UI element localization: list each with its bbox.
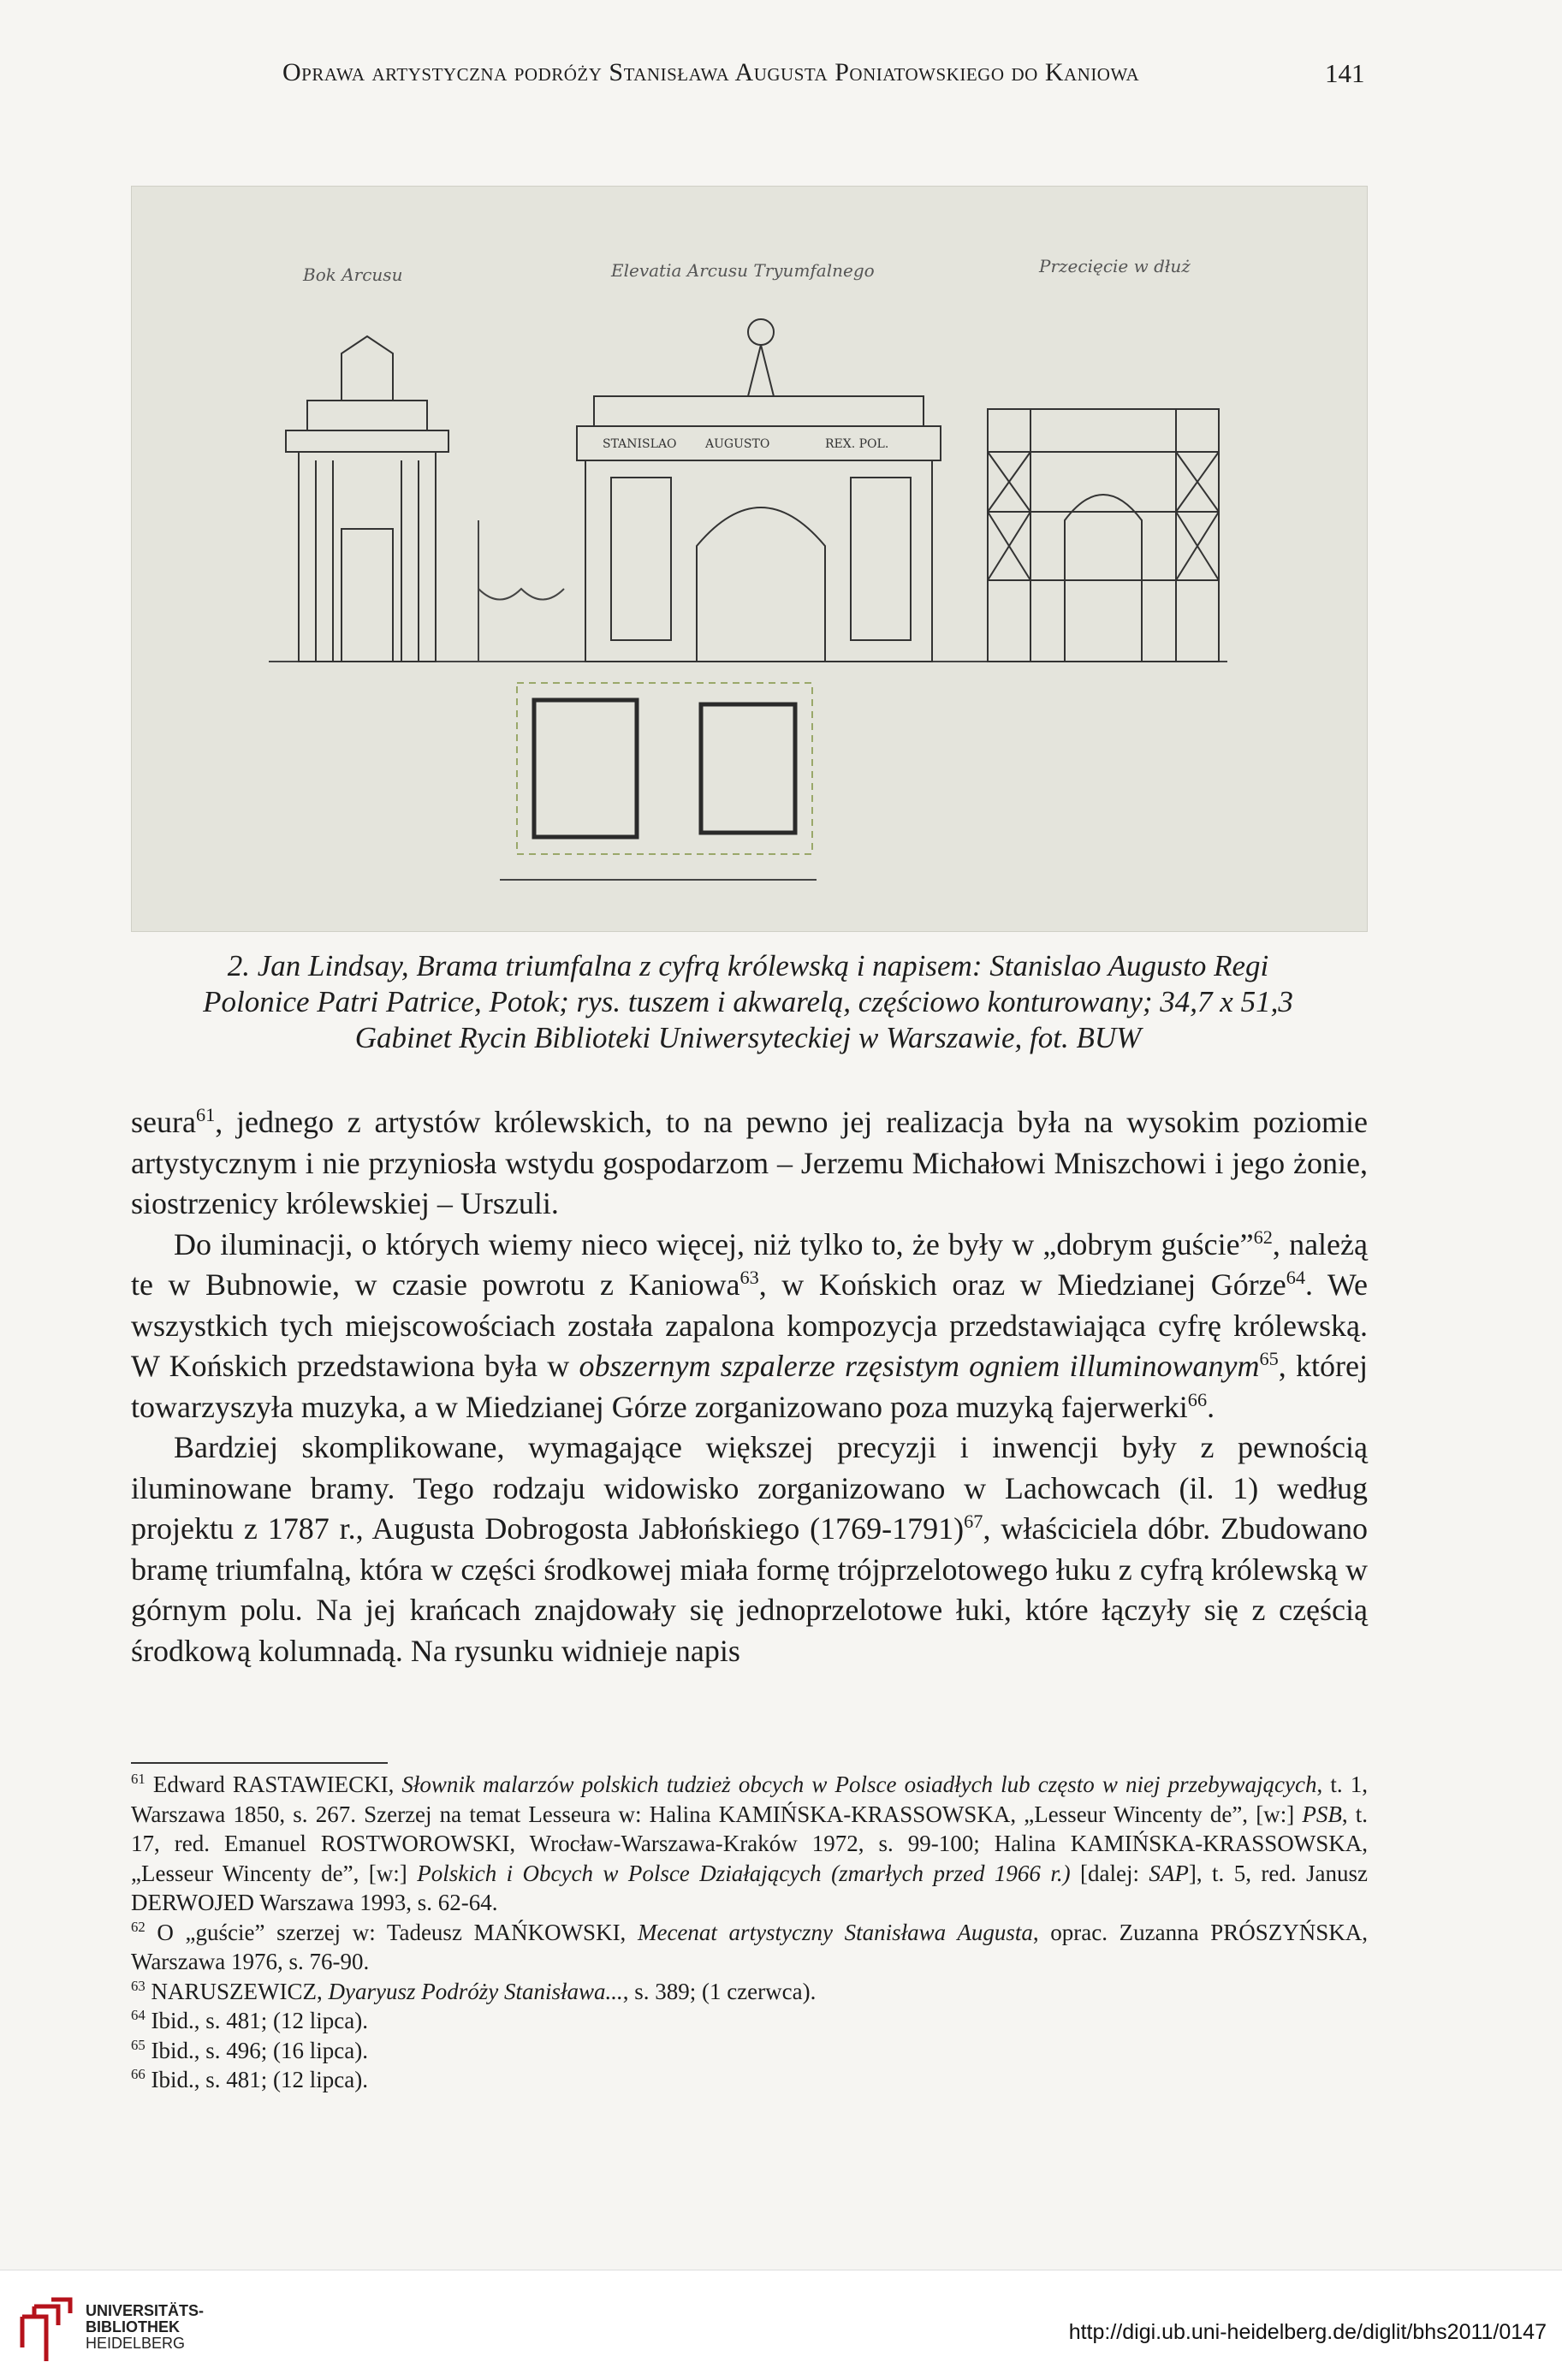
library-logo-icon — [17, 2296, 74, 2365]
arch-inscription-1: STANISLAO — [603, 437, 677, 451]
footnote-ref: 64 — [1286, 1267, 1306, 1288]
inscription-side: Bok Arcusu — [303, 264, 403, 285]
footer — [0, 2270, 1562, 2380]
side-view — [286, 336, 448, 662]
arch-inscription-2: AUGUSTO — [705, 437, 770, 451]
figure-architectural-drawing — [131, 186, 1368, 932]
page-number: 141 — [1325, 58, 1365, 88]
paragraph: Do iluminacji, o których wiemy nieco więcej, niż tylko to, że były w „dobrym guście”$^{62}$, należą te w Bubnowie, w czasie powrotu z Kaniowa$^{63}$, w Końskich oraz w Miedzianej Górze$^{64}$. We wszystkich tych miejscowościach została zapalona kompozycja przedstawiająca cyfrę królewską. W Końskich przedstawiona była w obszernym szpalerze rzęsistym ogniem illuminowanym$^{65}$, której towarzyszyła muzyka, a w Miedzianej Górze zorganizowano poza muzyką fajerwerki$^{66}$. — [131, 1226, 1368, 1424]
running-head: Oprawa artystyczna podróży Stanisława Augusta Poniatowskiego do Kaniowa — [282, 58, 1140, 86]
section-view — [988, 409, 1219, 662]
source-url[interactable]: http://digi.ub.uni-heidelberg.de/diglit/bhs2011/0147 — [1068, 2320, 1547, 2344]
footnote: $^{66}$ Ibid., s. 481; (12 lipca). — [131, 2066, 368, 2092]
figure-caption — [128, 948, 1368, 1056]
footnote: $^{61}$ Edward RASTAWIECKI, Słownik malarzów polskich tudzież obcych w Polsce osiadłych lub często w niej przebywających, t. 1, Warszawa 1850, s. 267. Szerzej na temat Lesseura w: Halina KAMIŃSKA-KRASSOWSKA, „Lesseur Wincenty de”, [w:] PSB, t. 17, red. Emanuel ROSTWOROWSKI, Wrocław-Warszawa-Kraków 1972, s. 99-100; Halina KAMIŃSKA-KRASSOWSKA, „Lesseur Wincenty de”, [w:] Polskich i Obcych w Polsce Działających (zmarłych przed 1966 r.) [dalej: SAP], t. 5, red. Janusz DERWOJED Warszawa 1993, s. 62-64. — [131, 1771, 1369, 1915]
footnote-ref: 63 — [739, 1267, 759, 1288]
inscription-elevation: Elevatia Arcusu Tryumfalnego — [611, 260, 875, 281]
body-text — [131, 1102, 1368, 1671]
plan-view — [534, 700, 795, 837]
caption-line: Polonice Patri Patrice, Potok; rys. tuszem i akwarelą, częściowo konturowany; 34,7 x 51,3 — [203, 985, 1293, 1018]
inscription-section: Przecięcie w dłuż — [1039, 256, 1191, 276]
footnote: $^{62}$ O „guście” szerzej w: Tadeusz MAŃKOWSKI, Mecenat artystyczny Stanisława Augusta, oprac. Zuzanna PRÓSZYŃSKA, Warszawa 1976, s. 76-90. — [131, 1918, 1368, 1974]
footnote: $^{63}$ NARUSZEWICZ, Dyaryusz Podróży Stanisława..., s. 389; (1 czerwca). — [131, 1977, 817, 2004]
footnote-ref: 67 — [964, 1510, 983, 1532]
footnote-rule — [131, 1762, 388, 1764]
library-name: UNIVERSITÄTS- BIBLIOTHEK HEIDELBERG — [86, 2302, 205, 2352]
drawing-svg — [132, 187, 1367, 931]
footnote-ref: 65 — [1259, 1348, 1279, 1369]
footnote-ref: 61 — [195, 1104, 216, 1125]
footnote: $^{65}$ Ibid., s. 496; (16 lipca). — [131, 2036, 368, 2063]
footnote-ref: 62 — [1253, 1226, 1273, 1248]
footnote-ref: 66 — [1187, 1388, 1208, 1410]
arch-elevation — [577, 319, 941, 662]
caption-line: Gabinet Rycin Biblioteki Uniwersyteckiej w Warszawie, fot. BUW — [354, 1021, 1142, 1054]
footnotes — [131, 1770, 1368, 2095]
paragraph: Bardziej skomplikowane, wymagające większej precyzji i inwencji były z pewnością iluminowane bramy. Tego rodzaju widowisko zorganizowano w Lachowcach (il. 1) według projektu z 1787 r., Augusta Dobrogosta Jabłońskiego (1769-1791)$^{67}$, właściciela dóbr. Zbudowano bramę triumfalną, która w części środkowej miała formę trójprzelotowego łuku z cyfrą królewską w górnym polu. Na jej krańcach znajdowały się jednoprzelotowe łuki, które łączyły się z częścią środkową kolumnadą. Na rysunku widnieje napis — [131, 1430, 1368, 1668]
paragraph: seura$^{61}$, jednego z artystów królewskich, to na pewno jej realizacja była na wysokim poziomie artystycznym i nie przyniosła wstydu gospodarzom – Jerzemu Michałowi Mniszchowi i jego żonie, siostrzenicy królewskiej – Urszuli. — [131, 1104, 1368, 1220]
arch-inscription-3: REX. POL. — [825, 437, 889, 451]
footnote: $^{64}$ Ibid., s. 481; (12 lipca). — [131, 2007, 368, 2033]
caption-line: 2. Jan Lindsay, Brama triumfalna z cyfrą królewską i napisem: Stanislao Augusto Regi — [227, 949, 1269, 982]
